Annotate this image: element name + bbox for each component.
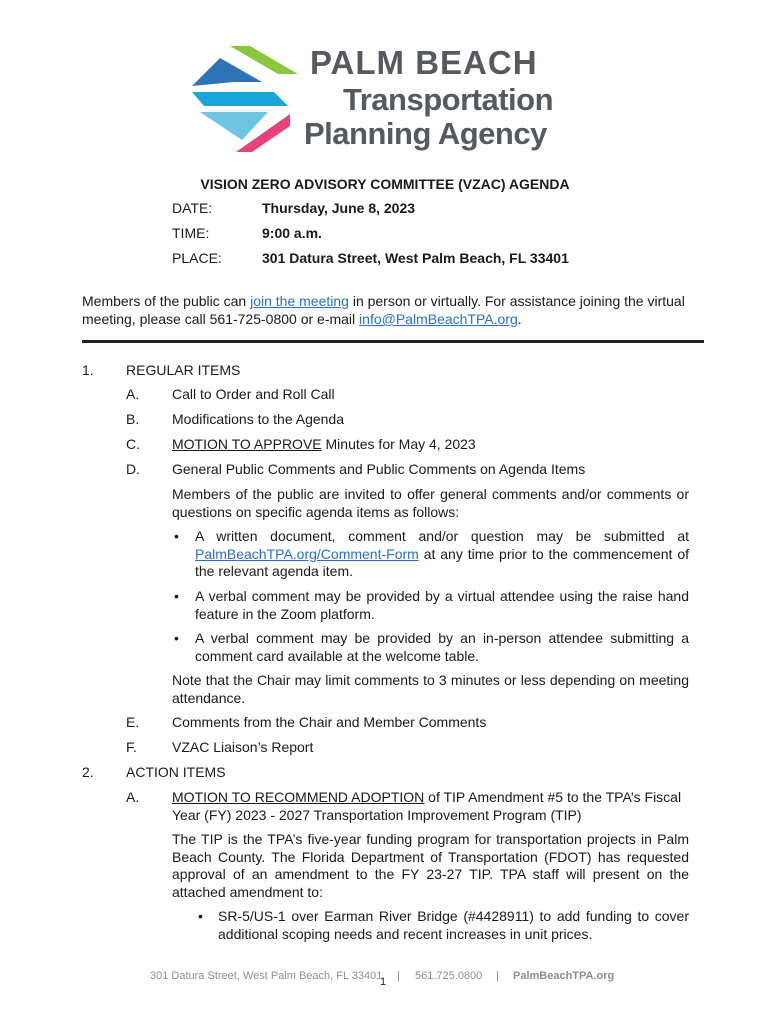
item-2a-text [172,789,689,824]
date-value: Thursday, June 8, 2023 [262,200,416,216]
bullet-1-marker: • [174,528,179,544]
intro-paragraph [82,292,692,328]
section-2-title: ACTION ITEMS [126,764,226,780]
bullet-2-text: A verbal comment may be provided by a virtual attendee using the raise hand feature in the Zoom platform. [195,588,689,622]
item-a-letter: A. [126,386,140,402]
logo-line-1: PALM BEACH [310,44,538,81]
item-f-text: VZAC Liaison’s Report [172,739,314,755]
time-value: 9:00 a.m. [262,225,322,241]
item-a-text: Call to Order and Roll Call [172,386,335,402]
logo-line-3: Planning Agency [304,116,547,151]
place-label: PLACE: [172,250,222,266]
intro-text-1: Members of the public can [82,293,251,309]
bullet-2a-marker: • [198,908,203,924]
item-f-letter: F. [126,739,137,755]
item-b-text: Modifications to the Agenda [172,411,345,427]
bullet-3-text: A verbal comment may be provided by an in-person attendee submitting a comment card available at the welcome table. [195,630,689,664]
intro-text-2: in person or virtually. For assistance joining the virtual meeting, please call 561-725-0800 or e-mail [82,293,685,327]
item-b-letter: B. [126,411,140,427]
bullet-1-post: at any time prior to the commencement of the relevant agenda item. [195,545,689,579]
item-e-text: Comments from the Chair and Member Comments [172,714,487,730]
item-2a-motion: MOTION TO RECOMMEND ADOPTION [172,789,425,805]
section-1-number: 1. [82,362,94,378]
place-value: 301 Datura Street, West Palm Beach, FL 33401 [262,250,569,266]
item-2a-letter: A. [126,789,140,805]
email-link[interactable]: info@PalmBeachTPA.org [359,311,518,327]
tpa-logo-mark-icon [190,44,300,156]
time-label: TIME: [172,225,210,241]
item-c-motion: MOTION TO APPROVE [172,436,322,452]
item-e-letter: E. [126,714,140,730]
page-number: 1 [380,976,387,988]
item-c-rest: Minutes for May 4, 2023 [321,436,476,452]
date-label: DATE: [172,200,213,216]
intro-text-3: . [517,311,522,327]
item-c-letter: C. [126,436,140,452]
bullet-1-pre: A written document, comment and/or question may be submitted at [195,528,689,544]
footer-separator-1: | [397,970,400,982]
tpa-logo [190,44,590,156]
divider [82,340,704,343]
section-2-number: 2. [82,764,94,780]
comment-form-link[interactable]: PalmBeachTPA.org/Comment-Form [195,545,419,562]
item-d-paragraph: Members of the public are invited to offer general comments and/or comments or questions on specific agenda items as follows: [172,486,689,520]
item-d-letter: D. [126,461,140,477]
agenda-title: VISION ZERO ADVISORY COMMITTEE (VZAC) AGENDA [200,176,570,192]
footer-separator-2: | [496,970,499,982]
footer-website[interactable]: PalmBeachTPA.org [513,970,615,982]
item-2a-rest: of TIP Amendment #5 to the TPA’s Fiscal Year (FY) 2023 - 2027 Transportation Improvement Program (TIP) [172,789,682,823]
item-c-text [172,436,476,453]
bullet-3-marker: • [174,630,179,646]
footer-address: 301 Datura Street, West Palm Beach, FL 33401 [150,970,383,982]
join-meeting-link[interactable]: join the meeting [250,293,349,309]
footer-phone: 561.725.0800 [415,970,483,982]
section-1-title: REGULAR ITEMS [126,362,241,378]
item-2a-paragraph: The TIP is the TPA’s five-year funding program for transportation projects in Palm Beach County. The Florida Department of Transportation (FDOT) has requested approval of an amendment to the FY 23-27 TIP. TPA staff will present on the attached amendment to: [172,831,689,900]
bullet-2a-text: SR-5/US-1 over Earman River Bridge (#4428911) to add funding to cover additional scoping needs and recent increases in unit prices. [218,908,689,942]
item-d-text: General Public Comments and Public Comments on Agenda Items [172,461,586,477]
bullet-2-marker: • [174,588,179,604]
logo-line-2: Transportation [343,82,554,117]
item-d-note: Note that the Chair may limit comments to 3 minutes or less depending on meeting attendance. [172,672,689,706]
bullet-1-text [195,528,689,581]
